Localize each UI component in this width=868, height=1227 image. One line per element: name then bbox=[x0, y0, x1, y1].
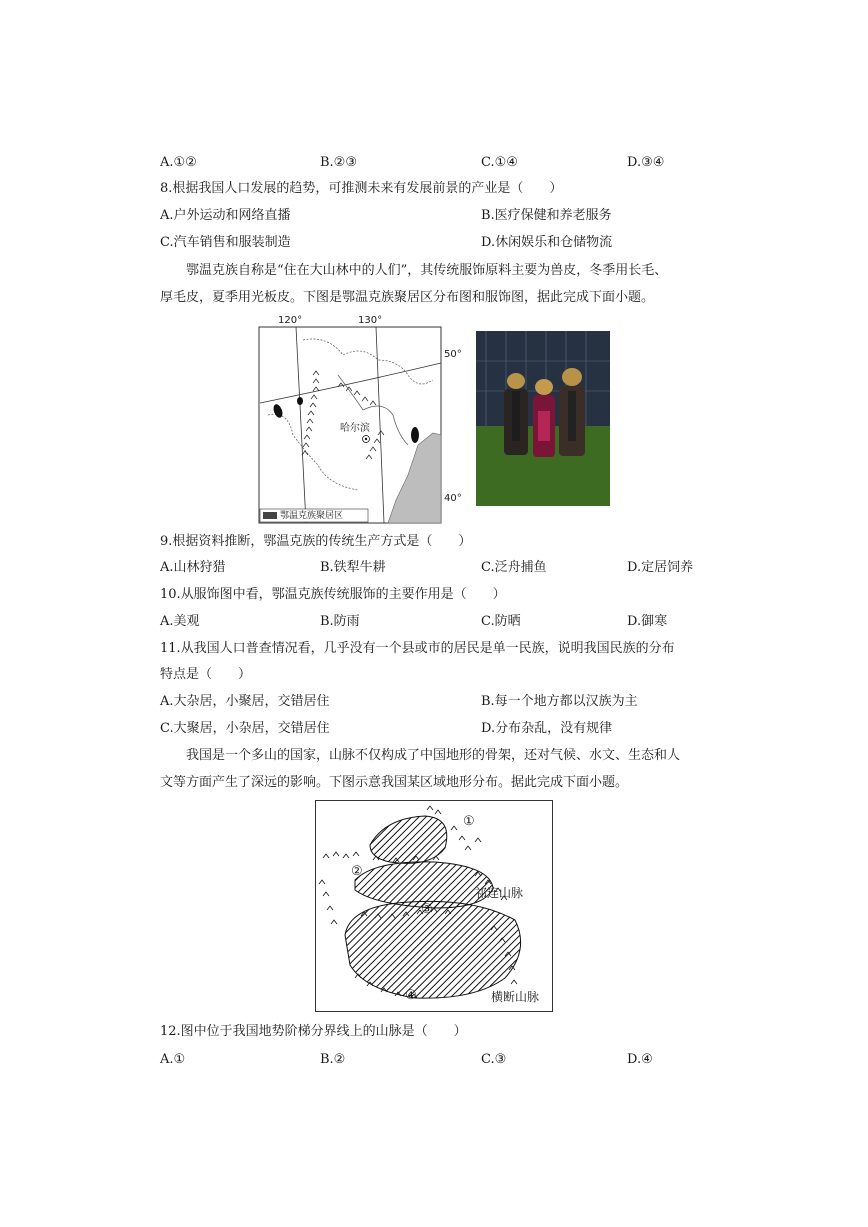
evenki-costume-photo bbox=[476, 331, 610, 506]
q8-stem: 8.根据我国人口发展的趋势，可推测未来有发展前景的产业是（ ） bbox=[160, 181, 563, 196]
q7-option-a[interactable]: A.①② bbox=[160, 155, 197, 170]
q9-option-d[interactable]: D.定居饲养 bbox=[627, 560, 694, 575]
passage1-line1: 鄂温克族自称是“住在大山林中的人们”，其传统服饰原料主要为兽皮，冬季用长毛、 bbox=[186, 263, 668, 278]
map2-label-4: ④ bbox=[405, 988, 417, 1003]
passage2-line1: 我国是一个多山的国家，山脉不仅构成了中国地形的骨架，还对气候、水文、生态和人 bbox=[186, 748, 681, 763]
q11-option-c[interactable]: C.大聚居，小杂居，交错居住 bbox=[160, 721, 330, 736]
q11-option-a[interactable]: A.大杂居，小聚居，交错居住 bbox=[160, 694, 330, 709]
passage1-line2: 厚毛皮，夏季用光板皮。下图是鄂温克族聚居区分布图和服饰图，据此完成下面小题。 bbox=[160, 290, 655, 305]
q11-option-b[interactable]: B.每一个地方都以汉族为主 bbox=[481, 694, 638, 709]
map1-legend-label: 鄂温克族聚居区 bbox=[280, 511, 344, 521]
q10-stem: 10.从服饰图中看，鄂温克族传统服饰的主要作用是（ ） bbox=[160, 587, 506, 602]
q10-option-d[interactable]: D.御寒 bbox=[627, 614, 668, 629]
q9-stem: 9.根据资料推断，鄂温克族的传统生产方式是（ ） bbox=[160, 534, 472, 549]
q12-option-c[interactable]: C.③ bbox=[481, 1052, 507, 1067]
q8-option-a[interactable]: A.户外运动和网络直播 bbox=[160, 208, 291, 223]
q10-option-a[interactable]: A.美观 bbox=[160, 614, 200, 629]
q10-option-b[interactable]: B.防雨 bbox=[320, 614, 360, 629]
q11-option-d[interactable]: D.分布杂乱，没有规律 bbox=[481, 721, 613, 736]
q9-option-c[interactable]: C.泛舟捕鱼 bbox=[481, 560, 547, 575]
q12-option-a[interactable]: A.① bbox=[160, 1052, 186, 1067]
q8-option-d[interactable]: D.休闲娱乐和仓储物流 bbox=[481, 235, 613, 250]
terrain-map bbox=[315, 800, 553, 1012]
map2-mountain-qilian: 祁连山脉 bbox=[475, 886, 524, 900]
evenki-distribution-map bbox=[258, 315, 468, 525]
q7-option-c[interactable]: C.①④ bbox=[481, 155, 518, 170]
q12-option-d[interactable]: D.④ bbox=[627, 1052, 653, 1067]
q8-option-c[interactable]: C.汽车销售和服装制造 bbox=[160, 235, 291, 250]
q8-option-b[interactable]: B.医疗保健和养老服务 bbox=[481, 208, 612, 223]
q11-stem-line2: 特点是（ ） bbox=[160, 667, 252, 682]
map2-label-2: ② bbox=[351, 864, 363, 879]
map1-lon-120: 120° bbox=[278, 315, 303, 326]
map1-city-label: 哈尔滨 bbox=[340, 423, 370, 434]
q9-option-b[interactable]: B.铁犁牛耕 bbox=[320, 560, 386, 575]
map2-mountain-hengduan: 横断山脉 bbox=[491, 990, 540, 1004]
q7-option-b[interactable]: B.②③ bbox=[320, 155, 357, 170]
map2-label-1: ① bbox=[463, 814, 475, 829]
map2-label-3: ③ bbox=[421, 902, 433, 917]
q12-option-b[interactable]: B.② bbox=[320, 1052, 346, 1067]
q10-option-c[interactable]: C.防晒 bbox=[481, 614, 521, 629]
map1-lon-130: 130° bbox=[358, 315, 383, 326]
q11-stem-line1: 11.从我国人口普查情况看，几乎没有一个县或市的居民是单一民族，说明我国民族的分布 bbox=[160, 641, 675, 656]
q9-option-a[interactable]: A.山林狩猎 bbox=[160, 560, 226, 575]
q12-stem: 12.图中位于我国地势阶梯分界线上的山脉是（ ） bbox=[160, 1024, 467, 1039]
passage2-line2: 文等方面产生了深远的影响。下图示意我国某区域地形分布。据此完成下面小题。 bbox=[160, 775, 629, 790]
map1-lat-50: 50° bbox=[444, 349, 462, 360]
map1-lat-40: 40° bbox=[444, 493, 462, 504]
q7-option-d[interactable]: D.③④ bbox=[627, 155, 665, 170]
